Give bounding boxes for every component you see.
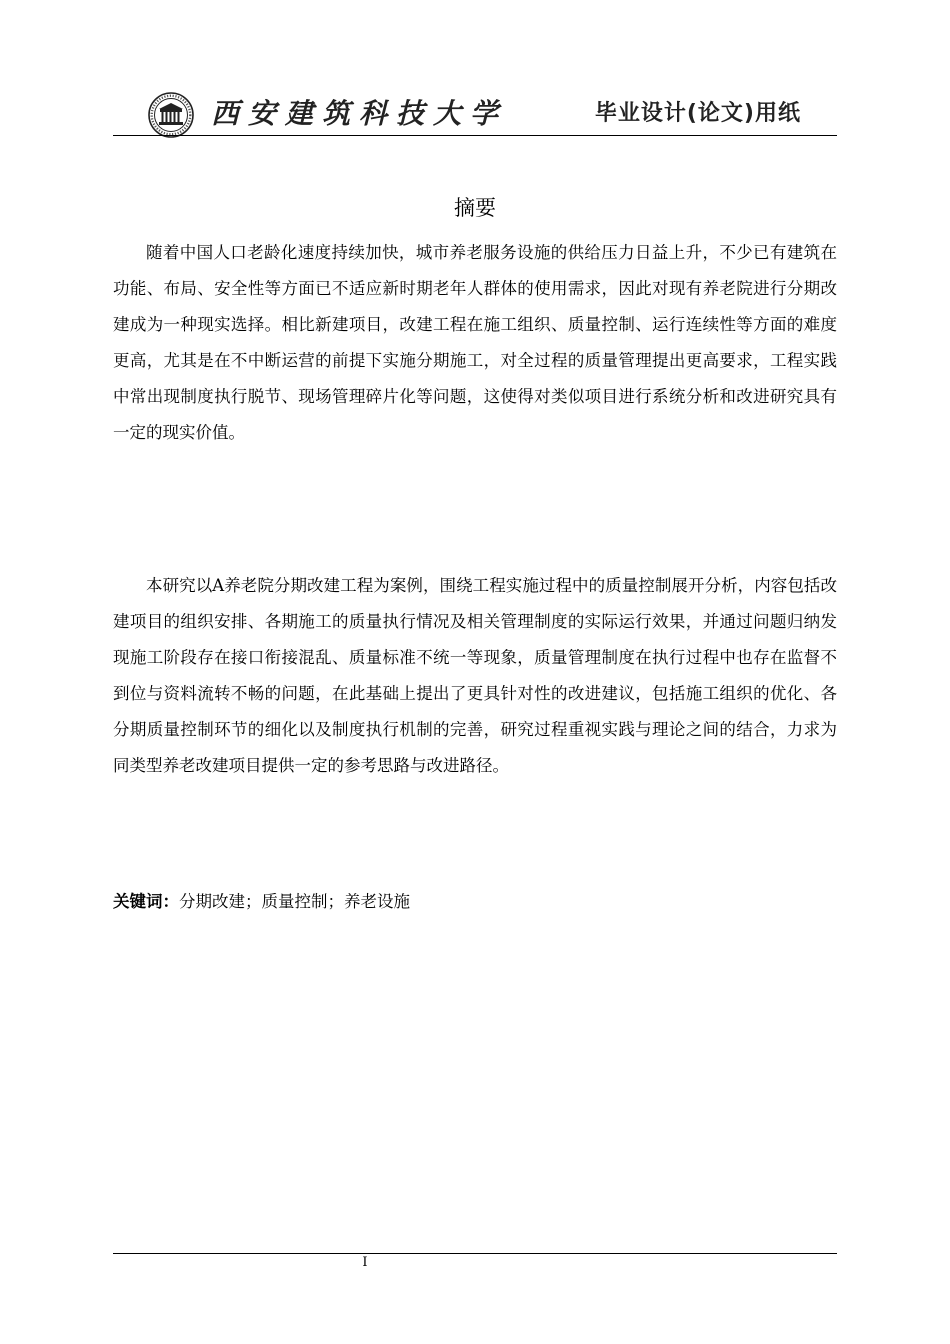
- university-name: 西安建筑科技大学: [211, 97, 508, 130]
- abstract-paragraph-2: 本研究以A养老院分期改建工程为案例，围绕工程实施过程中的质量控制展开分析，内容包括改建项目的组织安排、各期施工的质量执行情况及相关管理制度的实际运行效果，并通过问题归纳发现施工阶段存在接口衔接混乱、质量标准不统一等现象，质量管理制度在执行过程中也存在监督不到位与资料流转不畅的问题，在此基础上提出了更具针对性的改进建议，包括施工组织的优化、各分期质量控制环节的细化以及制度执行机制的完善，研究过程重视实践与理论之间的结合，力求为同类型养老改建项目提供一定的参考思路与改进路径。: [113, 576, 837, 775]
- keywords-label: 关键词：: [113, 892, 179, 911]
- page-number: I: [362, 1255, 368, 1270]
- university-seal-icon: [148, 92, 194, 138]
- paper-label: 毕业设计(论文)用纸: [594, 101, 801, 126]
- keywords-text: 分期改建；质量控制；养老设施: [179, 892, 410, 911]
- abstract-title: 摘要: [454, 196, 496, 220]
- footer-divider: [113, 1253, 837, 1254]
- keywords-line: [113, 884, 837, 920]
- page-header: [113, 88, 837, 136]
- header-divider: [113, 135, 837, 136]
- abstract-paragraph-1: 随着中国人口老龄化速度持续加快，城市养老服务设施的供给压力日益上升，不少已有建筑在功能、布局、安全性等方面已不适应新时期老年人群体的使用需求，因此对现有养老院进行分期改建成为一种现实选择。相比新建项目，改建工程在施工组织、质量控制、运行连续性等方面的难度更高，尤其是在不中断运营的前提下实施分期施工，对全过程的质量管理提出更高要求，工程实践中常出现制度执行脱节、现场管理碎片化等问题，这使得对类似项目进行系统分析和改进研究具有一定的现实价值。: [113, 243, 837, 442]
